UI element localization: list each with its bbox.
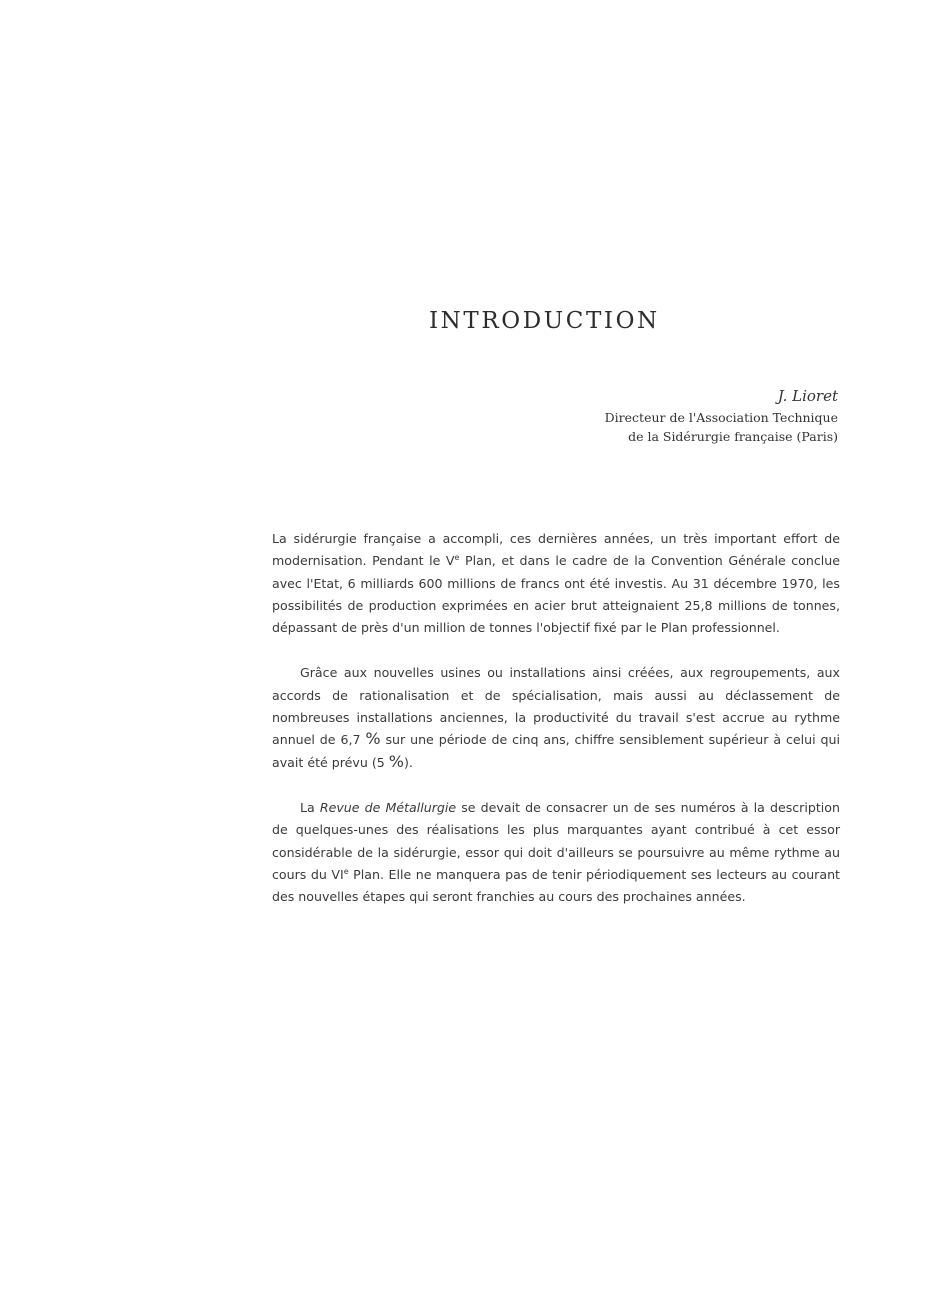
percent-sign: % <box>388 751 404 771</box>
superscript-e: e <box>454 553 460 563</box>
author-name: J. Lioret <box>777 387 838 405</box>
body-text <box>272 528 840 931</box>
paragraph-3-part-2: se devait de consacrer un de ses numéros à la description de quelques-unes des réalisations les plus marquantes ayant contribué à cet essor considérable de la sidérurgie, essor qui doit d'ailleurs se poursuivre au même rythme au cours du VI <box>272 799 840 882</box>
author-block <box>605 386 838 446</box>
paragraph-3-part-1: La <box>300 799 320 815</box>
paragraph-3 <box>272 797 840 908</box>
paragraph-1 <box>272 528 840 639</box>
paragraph-2-part-2: sur une période de cinq ans, chiffre sensiblement supérieur à celui qui avait été prévu (5 <box>272 732 840 770</box>
author-role-line-2: de la Sidérurgie française (Paris) <box>628 429 838 444</box>
paragraph-2 <box>272 662 840 773</box>
superscript-e: e <box>343 866 349 876</box>
paragraph-1-part-2: Plan, et dans le cadre de la Convention Générale conclue avec l'Etat, 6 milliards 600 millions de francs ont été investis. Au 31 décembre 1970, les possibilités de production exprimées en acier brut atteignaient 25,8 millions de tonnes, dépassant de près d'un million de tonnes l'objectif fixé par le Plan professionnel. <box>272 553 840 636</box>
percent-sign: % <box>365 729 381 749</box>
paragraph-1-part-1: La sidérurgie française a accompli, ces dernières années, un très important effort de modernisation. Pendant le V <box>272 531 840 569</box>
author-role-line-1: Directeur de l'Association Technique <box>604 410 838 425</box>
paragraph-2-part-1: Grâce aux nouvelles usines ou installations ainsi créées, aux regroupements, aux accords de rationalisation et de spécialisation, mais aussi au déclassement de nombreuses installations anciennes, la productivité du travail s'est accrue au rythme annuel de 6,7 <box>272 665 840 748</box>
paragraph-3-part-3: Plan. Elle ne manquera pas de tenir périodiquement ses lecteurs au courant des nouvelles étapes qui seront franchies au cours des prochaines années. <box>272 866 840 905</box>
page-title: INTRODUCTION <box>429 308 660 334</box>
paragraph-2-part-3: ). <box>403 754 413 770</box>
journal-title: Revue de Métallurgie <box>319 799 457 815</box>
